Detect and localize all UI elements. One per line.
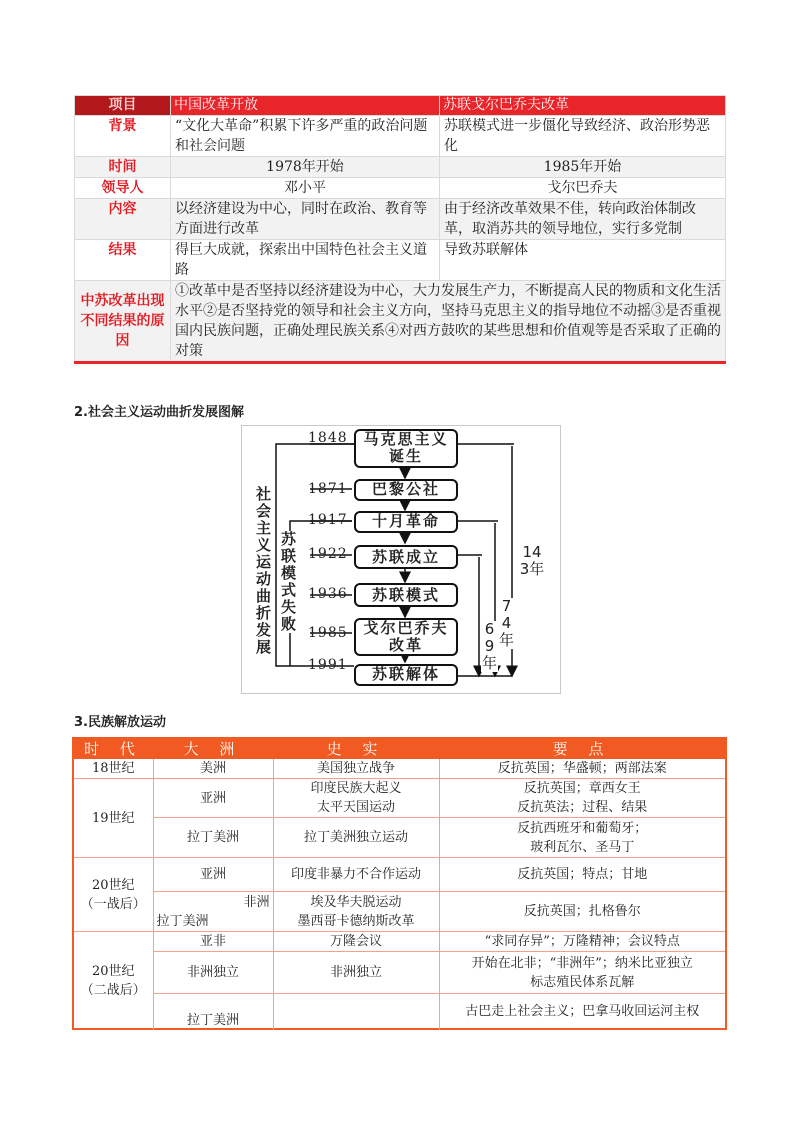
ussr-cell: 戈尔巴乔夫 bbox=[440, 178, 726, 199]
national-liberation-table bbox=[74, 739, 725, 1030]
continent-cell: 拉丁美洲 bbox=[153, 994, 273, 1030]
point-cell bbox=[439, 952, 725, 994]
point-cell: 反抗英国；章西女王 bbox=[439, 779, 725, 799]
reason-cell: ①改革中是否坚持以经济建设为中心，大力发展生产力，不断提高人民的物质和文化生活水平②是否坚持党的领导和社会主义方向，坚持马克思主义的指导地位不动摇③是否重视国内民族问题，正确处理民族关系④对西方鼓吹的某些思想和价值观等是否采取了正确的对策 bbox=[171, 281, 726, 363]
event-cell: 印度民族大起义 bbox=[273, 779, 439, 799]
table-header-row bbox=[74, 739, 725, 759]
event-line: 埃及华夫脱运动 bbox=[310, 894, 402, 910]
left-vertical-label: 社会主义运动曲折发展 bbox=[255, 485, 271, 656]
table-row bbox=[74, 759, 725, 779]
event-box: 苏联模式 bbox=[354, 583, 458, 607]
table-row bbox=[74, 952, 725, 994]
point-line: 标志殖民体系瓦解 bbox=[530, 974, 635, 990]
event-cell: 拉丁美洲独立运动 bbox=[273, 818, 439, 858]
header-continent: 大 洲 bbox=[153, 739, 273, 759]
row-label: 时间 bbox=[75, 157, 171, 178]
point-line: 反抗西班牙和葡萄牙； bbox=[517, 820, 648, 836]
era-line: 20世纪 bbox=[91, 963, 135, 979]
point-cell: 反抗英法；过程、结果 bbox=[439, 798, 725, 818]
reform-comparison-table bbox=[74, 95, 726, 364]
section-title: 2.社会主义运动曲折发展图解 bbox=[74, 405, 244, 420]
table-row bbox=[74, 932, 725, 952]
china-cell: 1978年开始 bbox=[171, 157, 440, 178]
era-cell bbox=[74, 858, 153, 932]
row-label: 中苏改革出现不同结果的原因 bbox=[75, 281, 171, 363]
header-ussr: 苏联戈尔巴乔夫改革 bbox=[440, 96, 726, 116]
event-line: 墨西哥卡德纳斯改革 bbox=[297, 913, 415, 929]
ussr-cell: 导致苏联解体 bbox=[440, 240, 726, 281]
span-label-69: 69年 bbox=[481, 620, 497, 672]
header-point: 要 点 bbox=[439, 739, 725, 759]
china-cell: 邓小平 bbox=[171, 178, 440, 199]
point-cell: “求同存异”；万隆精神；会议特点 bbox=[439, 932, 725, 952]
continent-cell: 亚非 bbox=[153, 932, 273, 952]
point-line: 玻利瓦尔、圣马丁 bbox=[530, 839, 635, 855]
point-cell bbox=[439, 818, 725, 858]
ussr-cell: 1985年开始 bbox=[440, 157, 726, 178]
year-label: 1985 bbox=[308, 625, 348, 641]
event-cell: 印度非暴力不合作运动 bbox=[273, 858, 439, 892]
continent-cell: 亚洲 bbox=[153, 858, 273, 892]
era-cell: 19世纪 bbox=[74, 779, 153, 858]
table-row bbox=[74, 858, 725, 892]
point-line: 开始在北非；“非洲年”；纳米比亚独立 bbox=[471, 955, 693, 971]
ussr-cell: 由于经济改革效果不佳，转向政治体制改革，取消苏共的领导地位，实行多党制 bbox=[440, 199, 726, 240]
continent-line: 拉丁美洲 bbox=[156, 913, 209, 929]
header-item: 项目 bbox=[75, 96, 171, 116]
event-cell: 太平天国运动 bbox=[273, 798, 439, 818]
span-label-143: 143年 bbox=[519, 543, 545, 578]
table-row bbox=[75, 178, 726, 199]
year-label: 1936 bbox=[308, 586, 348, 602]
continent-cell: 美洲 bbox=[153, 759, 273, 779]
table-row bbox=[75, 157, 726, 178]
table-row bbox=[74, 994, 725, 1030]
year-label: 1871 bbox=[308, 481, 348, 497]
header-china: 中国改革开放 bbox=[171, 96, 440, 116]
event-box: 十月革命 bbox=[354, 511, 458, 533]
socialism-timeline-diagram bbox=[241, 425, 561, 694]
span-label-74: 74年 bbox=[498, 597, 514, 649]
point-cell: 反抗英国；扎格鲁尔 bbox=[439, 892, 725, 932]
year-label: 1922 bbox=[308, 546, 348, 562]
table-row bbox=[74, 818, 725, 858]
row-label: 内容 bbox=[75, 199, 171, 240]
era-line: （二战后） bbox=[80, 982, 146, 998]
table-row bbox=[75, 199, 726, 240]
ussr-cell: 苏联模式进一步僵化导致经济、政治形势恶化 bbox=[440, 116, 726, 157]
section-title: 3.民族解放运动 bbox=[74, 715, 166, 730]
point-cell: 反抗英国；华盛顿；两部法案 bbox=[439, 759, 725, 779]
continent-cell: 非洲独立 bbox=[153, 952, 273, 994]
middle-vertical-label: 苏联模式失败 bbox=[280, 530, 296, 633]
event-box: 戈尔巴乔夫改革 bbox=[354, 618, 458, 656]
continent-cell bbox=[153, 892, 273, 932]
point-cell: 反抗英国；特点；甘地 bbox=[439, 858, 725, 892]
china-cell: “文化大革命”积累下许多严重的政治问题和社会问题 bbox=[171, 116, 440, 157]
event-box: 马克思主义诞生 bbox=[354, 429, 458, 468]
row-label: 背景 bbox=[75, 116, 171, 157]
table-row bbox=[74, 892, 725, 932]
event-cell bbox=[273, 892, 439, 932]
row-label: 结果 bbox=[75, 240, 171, 281]
table-row bbox=[74, 779, 725, 799]
era-line: 20世纪 bbox=[91, 877, 135, 893]
table-row bbox=[75, 116, 726, 157]
era-cell: 18世纪 bbox=[74, 759, 153, 779]
table-row bbox=[75, 240, 726, 281]
row-label: 领导人 bbox=[75, 178, 171, 199]
china-cell: 以经济建设为中心，同时在政治、教育等方面进行改革 bbox=[171, 199, 440, 240]
header-event: 史 实 bbox=[273, 739, 439, 759]
table-row bbox=[75, 281, 726, 363]
event-box: 苏联成立 bbox=[354, 545, 458, 569]
event-box: 巴黎公社 bbox=[354, 479, 458, 501]
event-cell: 美国独立战争 bbox=[273, 759, 439, 779]
year-label: 1848 bbox=[308, 430, 348, 446]
table-header-row bbox=[75, 96, 726, 116]
continent-line: 非洲 bbox=[243, 894, 270, 910]
year-label: 1991 bbox=[308, 657, 348, 673]
event-cell bbox=[273, 994, 439, 1030]
era-cell bbox=[74, 932, 153, 1030]
event-cell: 万隆会议 bbox=[273, 932, 439, 952]
header-era: 时 代 bbox=[74, 739, 153, 759]
event-cell: 非洲独立 bbox=[273, 952, 439, 994]
era-line: （一战后） bbox=[80, 896, 146, 912]
point-cell: 古巴走上社会主义；巴拿马收回运河主权 bbox=[439, 994, 725, 1030]
continent-cell: 亚洲 bbox=[153, 779, 273, 818]
china-cell: 得巨大成就，探索出中国特色社会主义道路 bbox=[171, 240, 440, 281]
year-label: 1917 bbox=[308, 512, 348, 528]
event-box: 苏联解体 bbox=[354, 664, 458, 686]
continent-cell: 拉丁美洲 bbox=[153, 818, 273, 858]
